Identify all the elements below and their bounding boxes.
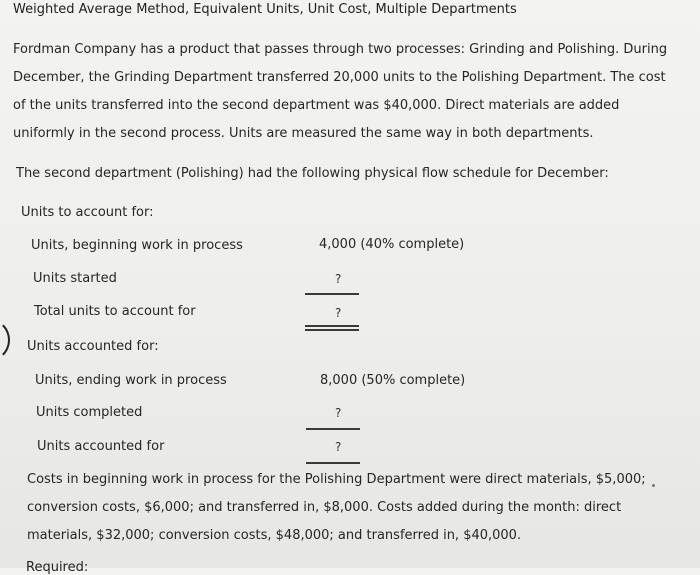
units-completed-value: ? [335,406,342,420]
intro-line: of the units transferred into the second department was $40,000. Direct materials are added [13,98,620,113]
intro-line: Fordman Company has a product that passes through two processes: Grinding and Polishing. During [13,42,668,57]
subtotal-rule [306,428,360,430]
problem-heading: Weighted Average Method, Equivalent Units, Unit Cost, Multiple Departments [13,2,517,17]
units-accounted-header: Units accounted for: [27,339,159,354]
intro-line: December, the Grinding Department transferred 20,000 units to the Polishing Department. The cost [13,70,666,85]
beginning-wip-value: 4,000 (40% complete) [319,237,465,252]
units-to-account-header: Units to account for: [21,205,154,220]
costs-line: conversion costs, $6,000; and transferred in, $8,000. Costs added during the month: direct [27,500,622,515]
subtotal-rule [305,293,359,295]
units-completed-label: Units completed [36,405,143,420]
total-double-rule [305,325,359,331]
total-to-account-label: Total units to account for [34,304,196,319]
intro-paragraph [13,36,667,148]
costs-paragraph [27,466,646,550]
costs-line: Costs in beginning work in process for the Polishing Department were direct materials, $5,000; [27,472,646,487]
total-rule [306,462,360,464]
schedule-intro: The second department (Polishing) had the following physical flow schedule for December: [16,166,609,181]
ending-wip-label: Units, ending work in process [35,373,227,388]
beginning-wip-label: Units, beginning work in process [31,238,243,253]
units-accounted-label: Units accounted for [37,439,165,454]
total-to-account-value: ? [335,306,342,320]
units-started-value: ? [335,272,342,286]
required-heading-cutoff: Required: [26,560,89,575]
stray-dot [652,484,655,487]
intro-line: uniformly in the second process. Units are measured the same way in both departments. [13,126,594,141]
ending-wip-value: 8,000 (50% complete) [320,373,466,388]
costs-line: materials, $32,000; conversion costs, $48,000; and transferred in, $40,000. [27,528,522,543]
units-started-label: Units started [33,271,117,286]
page-edge-bracket [0,318,10,362]
units-accounted-value: ? [335,440,342,454]
